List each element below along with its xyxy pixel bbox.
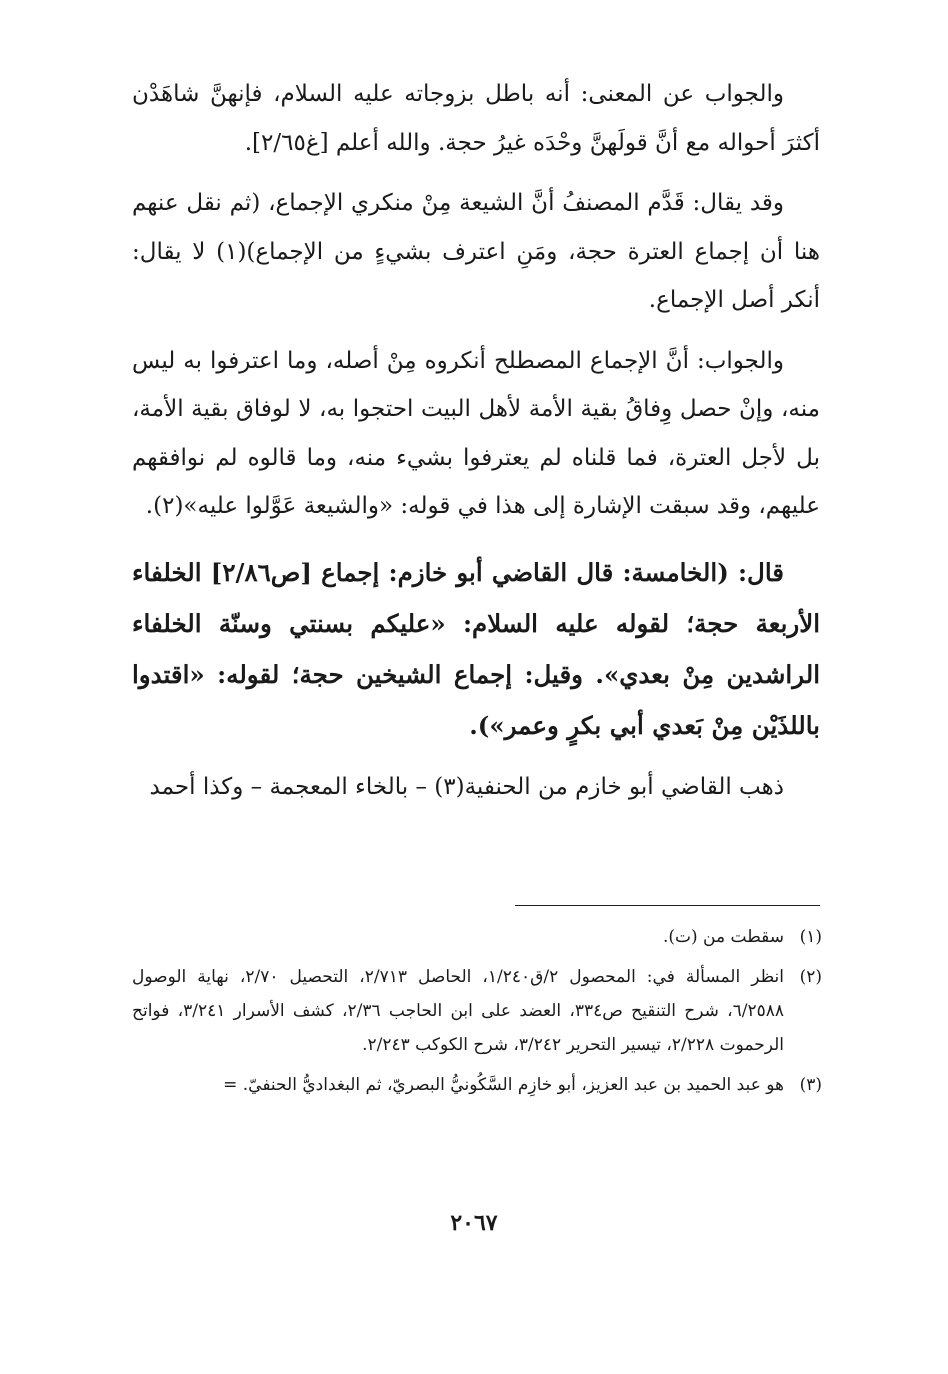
footnote-number: (٣) <box>799 1075 822 1095</box>
footnotes <box>132 920 822 1108</box>
paragraph-answer-meaning: والجواب عن المعنى: أنه باطل بزوجاته عليه السلام، فإنهنَّ شاهَدْن أكثرَ أحواله مع أنَّ قولَهنَّ وحْدَه غيرُ حجة. والله أعلم [غ٢/٦٥]. <box>132 81 820 156</box>
main-text <box>132 70 820 811</box>
paragraph-objection-shia: وقد يقال: قَدَّم المصنفُ أنَّ الشيعة مِنْ منكري الإجماع، (ثم نقل عنهم هنا أن إجماع العترة حجة، ومَنِ اعترف بشيءٍ من الإجماع)(١) لا يقال: أنكر أصل الإجماع. <box>132 190 821 313</box>
footnote-number: (١) <box>799 927 822 947</box>
footnote-divider <box>515 905 820 906</box>
footnote-number: (٢) <box>799 967 822 987</box>
footnote-1 <box>132 920 822 954</box>
paragraph-matn-fifth-issue: قال: (الخامسة: قال القاضي أبو خازم: إجماع [ص٢/٨٦] الخلفاء الأربعة حجة؛ لقوله عليه السلام: «عليكم بسنتي وسنّة الخلفاء الراشدين مِنْ بعدي». وقيل: إجماع الشيخين حجة؛ لقوله: «اقتدوا باللذَيْن مِنْ بَعدي أبي بكرٍ وعمر»). <box>132 557 820 740</box>
footnote-text: انظر المسألة في: المحصول ٢/ق١/٢٤٠، الحاصل ٢/٧١٣، التحصيل ٢/٧٠، نهاية الوصول ٦/٢٥٨٨، شرح التنقيح ص٣٣٤، العضد على ابن الحاجب ٢/٣٦، كشف الأسرار ٣/٢٤١، فواتح الرحموت ٢/٢٢٨، تيسير التحرير ٣/٢٤٢، شرح الكوكب ٢/٢٤٣. <box>132 967 785 1055</box>
footnote-text: هو عبد الحميد بن عبد العزيز، أبو خازِم السَّكُونيُّ البصريّ، ثم البغداديُّ الحنفيّ. = <box>223 1075 784 1095</box>
paragraph-answer-consensus: والجواب: أنَّ الإجماع المصطلح أنكروه مِنْ أصله، وما اعترفوا به ليس منه، وإنْ حصل وِفاقُ بقية الأمة لأهل البيت احتجوا به، لا لوفاق بقية الأمة، بل لأجل العترة، فما قلناه لم يعترفوا بشيء منه، وما قالوه لم نوافقهم عليهم، وقد سبقت الإشارة إلى هذا في قوله: «والشيعة عَوَّلوا عليه»(٢). <box>132 347 820 519</box>
footnote-2 <box>132 960 822 1062</box>
footnote-text: سقطت من (ت). <box>662 927 784 947</box>
footnote-3 <box>132 1068 822 1102</box>
page-number: ٢٠٦٧ <box>450 1210 498 1236</box>
paragraph-commentary-start: ذهب القاضي أبو خازم من الحنفية(٣) – بالخاء المعجمة – وكذا أحمد <box>149 773 784 800</box>
